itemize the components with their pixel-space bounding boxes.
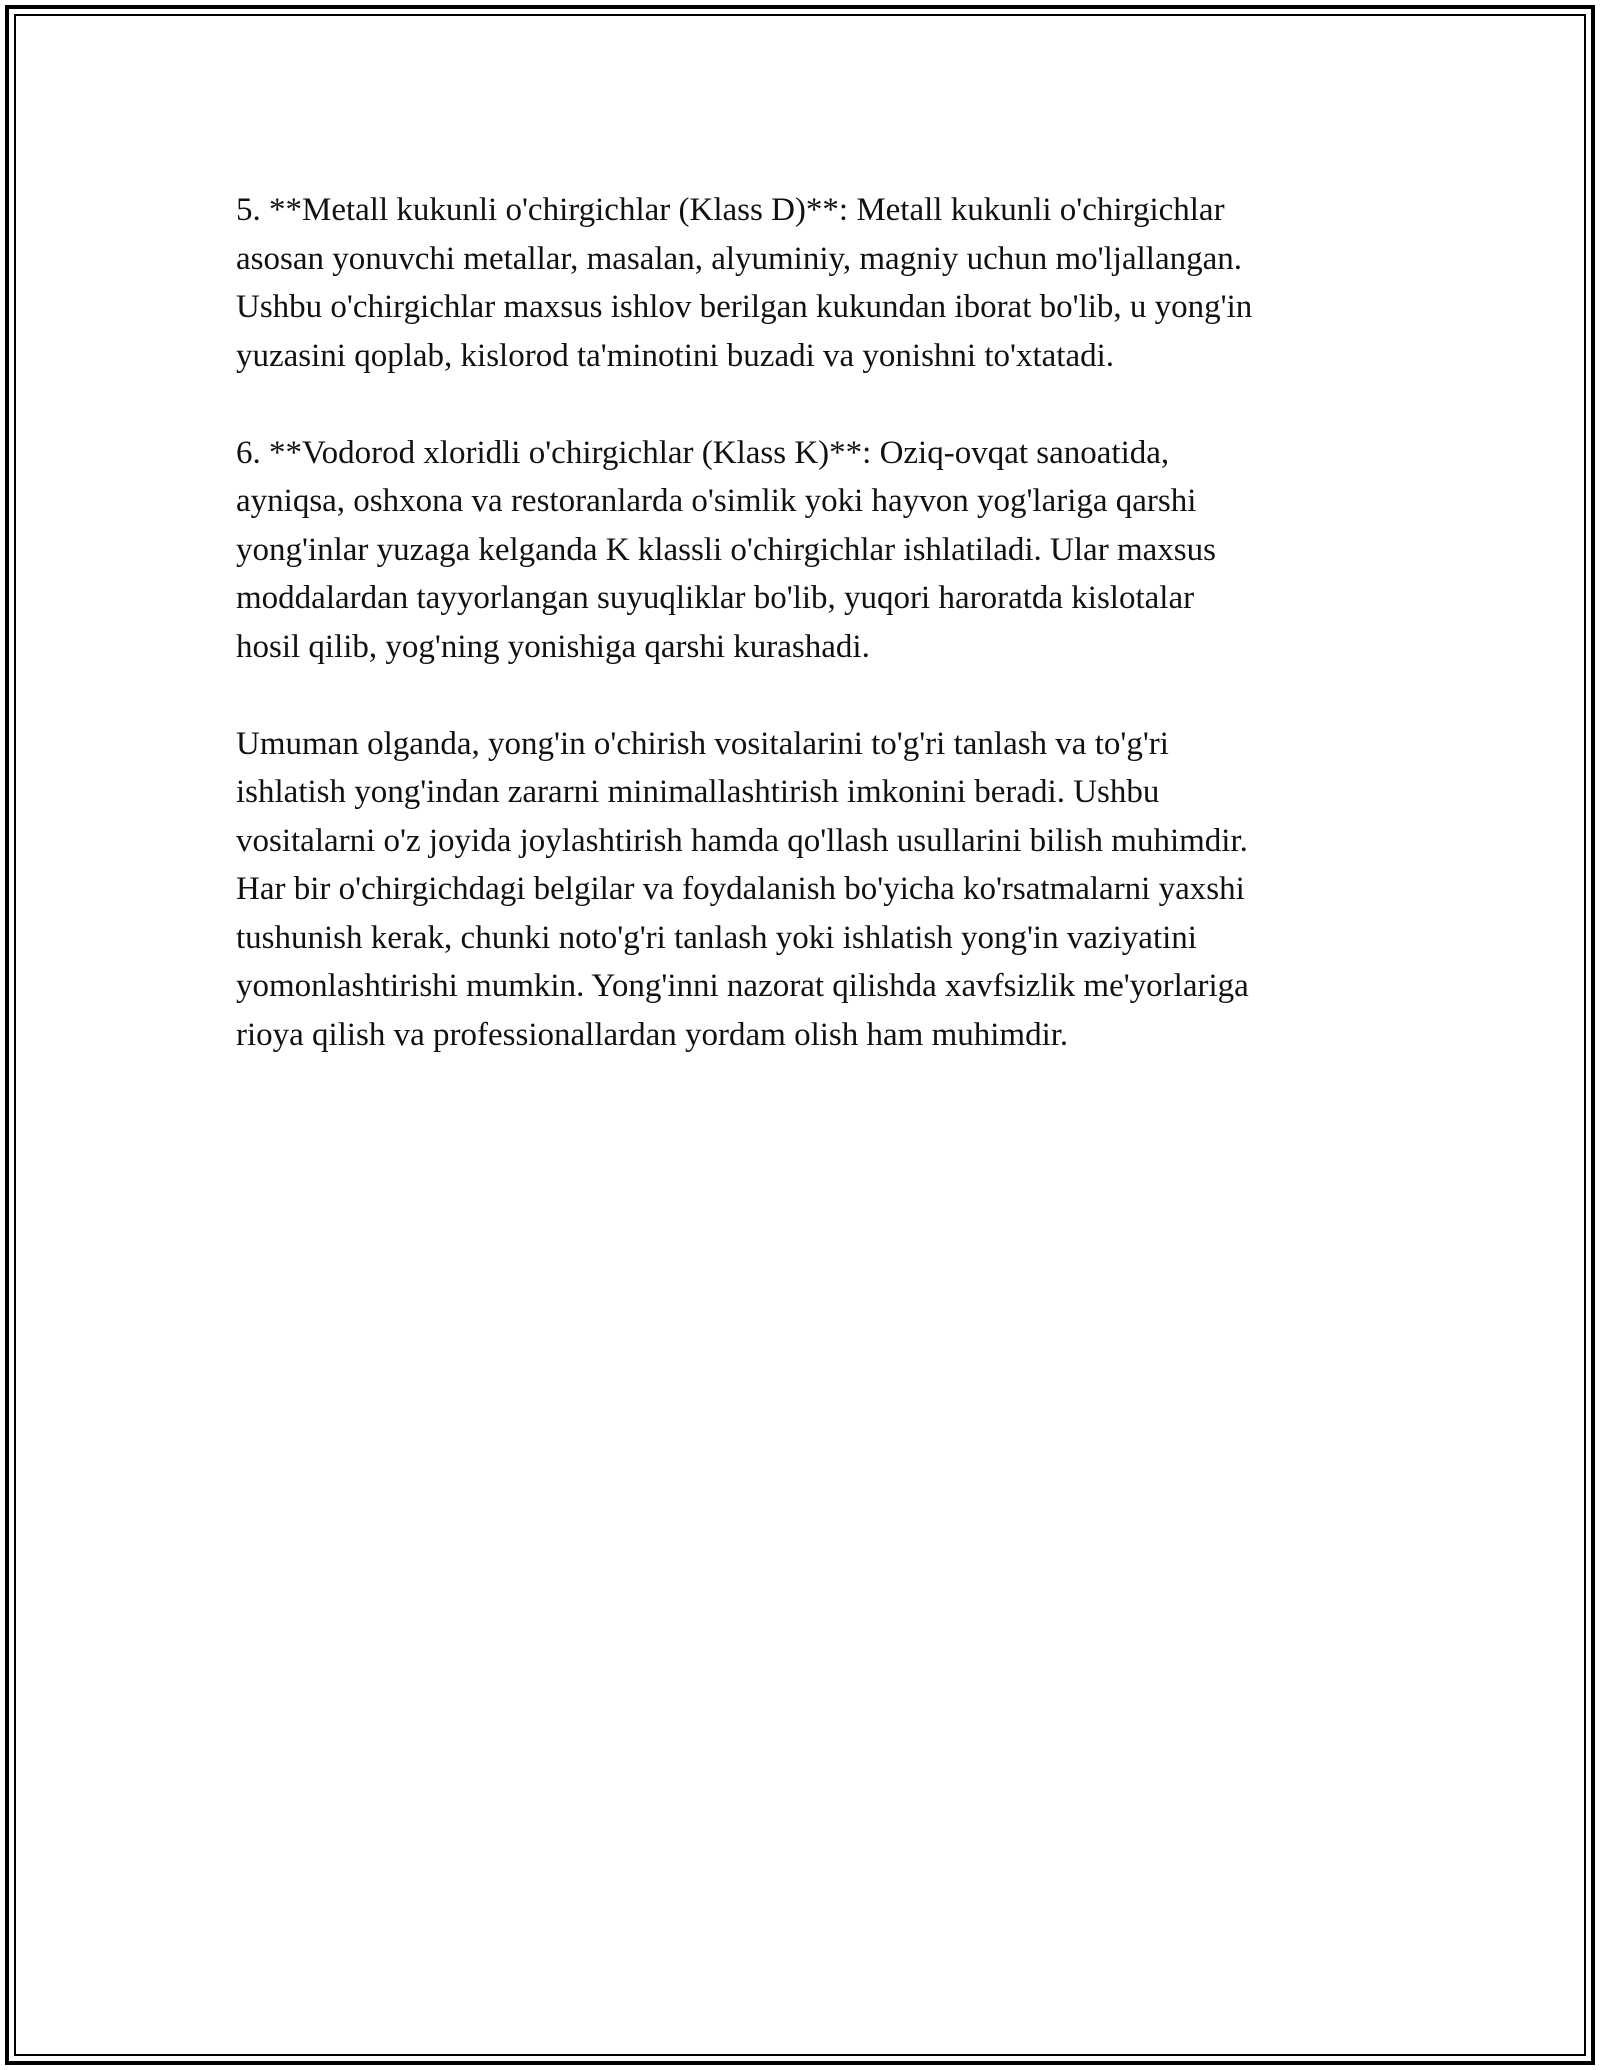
paragraph-class-d-extinguishers: 5. **Metall kukunli o'chirgichlar (Klass D)**: Metall kukunli o'chirgichlar asosan yonuvchi metallar, masalan, alyuminiy, magniy uchun mo'ljallangan. Ushbu o'chirgichlar maxsus ishlov berilgan kukundan iborat bo'lib, u yong'in yuzasini qoplab, kislorod ta'minotini buzadi va yonishni to'xtatadi. — [236, 192, 1253, 374]
paragraph-class-k-extinguishers: 6. **Vodorod xloridli o'chirgichlar (Klass K)**: Oziq-ovqat sanoatida, ayniqsa, oshxona va restoranlarda o'simlik yoki hayvon yog'lariga qarshi yong'inlar yuzaga kelganda K klassli o'chirgichlar ishlatiladi. Ular maxsus moddalardan tayyorlangan suyuqliklar bo'lib, yuqori haroratda kislotalar hosil qilib, yog'ning yonishiga qarshi kurashadi. — [236, 434, 1216, 665]
paragraph-conclusion: Umuman olganda, yong'in o'chirish vositalarini to'g'ri tanlash va to'g'ri ishlatish yong'indan zararni minimallashtirish imkonini beradi. Ushbu vositalarni o'z joyida joylashtirish hamda qo'llash usullarini bilish muhimdir. Har bir o'chirgichdagi belgilar va foydalanish bo'yicha ko'rsatmalarni yaxshi tushunish kerak, chunki noto'g'ri tanlash yoki ishlatish yong'in vaziyatini yomonlashtirishi mumkin. Yong'inni nazorat qilishda xavfsizlik me'yorlariga rioya qilish va professionallardan yordam olish ham muhimdir. — [236, 725, 1249, 1053]
document-body — [236, 186, 1416, 1108]
